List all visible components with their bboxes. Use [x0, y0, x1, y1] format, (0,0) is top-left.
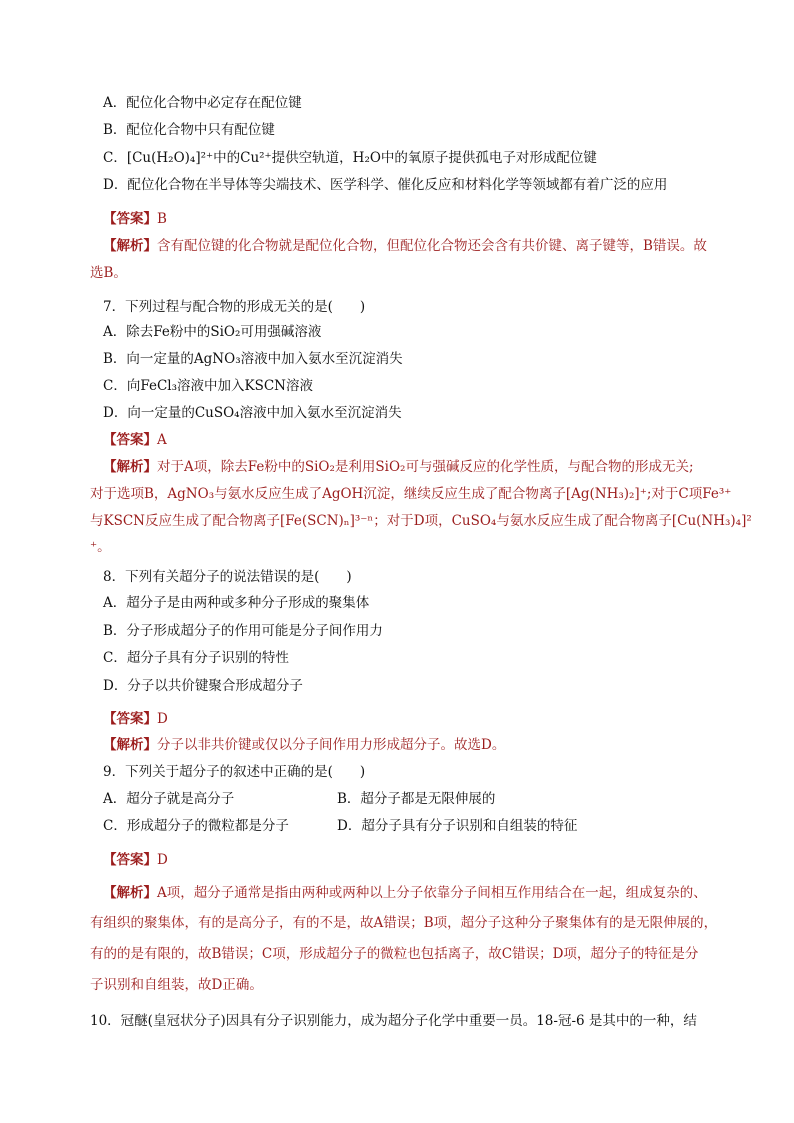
q6-analysis-line-2: 选B。 — [90, 265, 127, 281]
analysis-tag: 【解析】 — [103, 459, 157, 475]
analysis-tag: 【解析】 — [103, 737, 157, 753]
q9-option-d: D．超分子具有分子识别和自组装的特征 — [337, 818, 578, 834]
q9-analysis-line-4: 子识别和自组装，故D正确。 — [90, 977, 263, 993]
q9-option-c: C．形成超分子的微粒都是分子 — [103, 818, 289, 834]
q7-option-a: A．除去Fe粉中的SiO₂可用强碱溶液 — [103, 324, 322, 340]
answer-value: A — [157, 432, 167, 448]
q7-stem: 7．下列过程与配合物的形成无关的是( ) — [103, 299, 366, 315]
analysis-text: 对于A项，除去Fe粉中的SiO₂是利用SiO₂可与强碱反应的化学性质，与配合物的形成无关; — [157, 459, 694, 475]
q6-option-b: B．配位化合物中只有配位键 — [103, 122, 275, 138]
q9-answer — [103, 851, 168, 869]
analysis-tag: 【解析】 — [103, 238, 157, 254]
q9-option-a: A．超分子就是高分子 — [103, 791, 235, 807]
analysis-tag: 【解析】 — [103, 885, 157, 901]
answer-tag: 【答案】 — [103, 711, 157, 727]
analysis-text: 含有配位键的化合物就是配位化合物，但配位化合物还会含有共价键、离子键等，B错误。故 — [157, 238, 707, 254]
q9-analysis-line-2: 有组织的聚集体，有的是高分子，有的不是，故A错误；B项，超分子这种分子聚集体有的是无限伸展的， — [90, 915, 718, 931]
answer-tag: 【答案】 — [103, 852, 157, 868]
analysis-text: A项，超分子通常是指由两种或两种以上分子依靠分子间相互作用结合在一起，组成复杂的、 — [157, 885, 707, 901]
q6-option-c: C．[Cu(H₂O)₄]²⁺中的Cu²⁺提供空轨道，H₂O中的氧原子提供孤电子对形成配位键 — [103, 150, 597, 166]
q9-analysis-line-1 — [103, 884, 707, 902]
answer-value: D — [157, 852, 168, 868]
q9-analysis-line-3: 有的的是有限的，故B错误；C项，形成超分子的微粒也包括离子，故C错误；D项，超分子的特征是分 — [90, 946, 699, 962]
q7-answer — [103, 431, 167, 449]
q7-analysis-line-2: 对于选项B，AgNO₃与氨水反应生成了AgOH沉淀，继续反应生成了配合物离子[Ag(NH₃)₂]⁺;对于C项Fe³⁺ — [90, 486, 732, 502]
q8-analysis-line-1 — [103, 736, 505, 754]
q6-option-d: D．配位化合物在半导体等尖端技术、医学科学、催化反应和材料化学等领域都有着广泛的应用 — [103, 177, 668, 193]
q9-options-row-2 — [103, 817, 663, 835]
q7-option-b: B．向一定量的AgNO₃溶液中加入氨水至沉淀消失 — [103, 351, 403, 367]
q6-option-a: A．配位化合物中必定存在配位键 — [103, 95, 302, 111]
analysis-text: 分子以非共价键或仅以分子间作用力形成超分子。故选D。 — [157, 737, 506, 753]
q7-option-d: D．向一定量的CuSO₄溶液中加入氨水至沉淀消失 — [103, 405, 402, 421]
q6-answer — [103, 210, 167, 228]
q9-stem: 9．下列关于超分子的叙述中正确的是( ) — [103, 764, 366, 780]
answer-value: B — [157, 211, 167, 227]
q9-option-b: B．超分子都是无限伸展的 — [337, 791, 496, 807]
q8-stem: 8．下列有关超分子的说法错误的是( ) — [103, 569, 352, 585]
q8-answer — [103, 710, 168, 728]
q8-option-d: D．分子以共价键聚合形成超分子 — [103, 678, 303, 694]
q7-analysis-line-1 — [103, 458, 694, 476]
q8-option-b: B．分子形成超分子的作用可能是分子间作用力 — [103, 623, 383, 639]
q9-options-row-1 — [103, 790, 663, 808]
q10-stem: 10．冠醚(皇冠状分子)因具有分子识别能力，成为超分子化学中重要一员。18-冠-6 是其中的一种，结 — [90, 1013, 697, 1029]
answer-tag: 【答案】 — [103, 432, 157, 448]
answer-value: D — [157, 711, 168, 727]
q7-analysis-line-3: 与KSCN反应生成了配合物离子[Fe(SCN)ₙ]³⁻ⁿ；对于D项，CuSO₄与氨水反应生成了配合物离子[Cu(NH₃)₄]² — [90, 513, 752, 529]
answer-tag: 【答案】 — [103, 211, 157, 227]
q8-option-c: C．超分子具有分子识别的特性 — [103, 650, 289, 666]
q7-analysis-line-4: ⁺。 — [90, 539, 111, 555]
q7-option-c: C．向FeCl₃溶液中加入KSCN溶液 — [103, 378, 313, 394]
q6-analysis-line-1 — [103, 237, 707, 255]
q8-option-a: A．超分子是由两种或多种分子形成的聚集体 — [103, 595, 370, 611]
